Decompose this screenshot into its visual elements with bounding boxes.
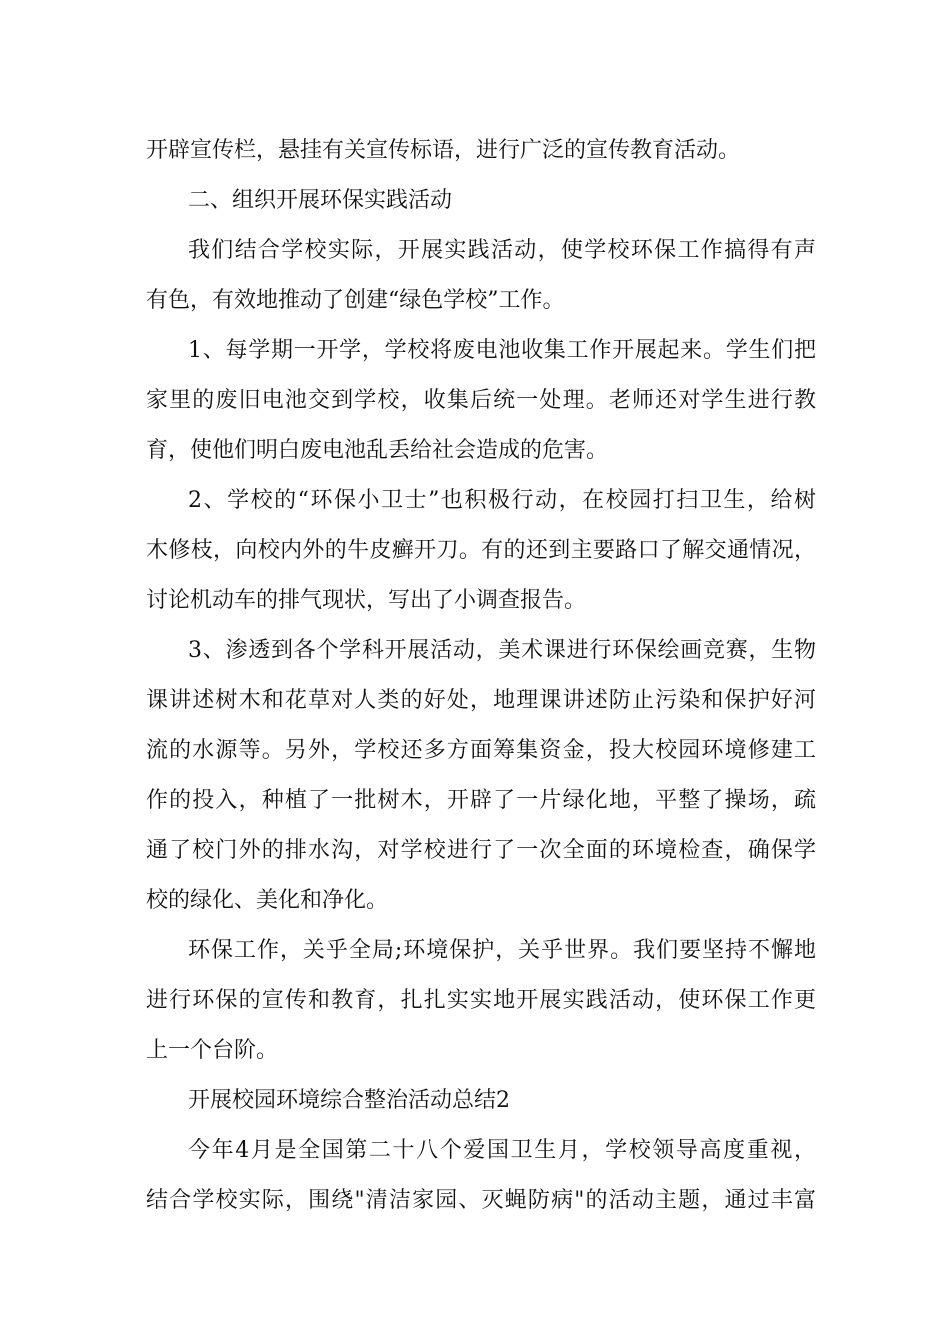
item-2-line-2: 木修枝，向校内外的牛皮癣开刀。有的还到主要路口了解交通情况， — [146, 538, 816, 563]
section-heading-2: 二、组织开展环保实践活动 — [188, 188, 453, 213]
item-3-line-3: 流的水源等。另外，学校还多方面筹集资金，投大校园环境修建工 — [146, 738, 816, 763]
item-1-line-2: 家里的废旧电池交到学校，收集后统一处理。老师还对学生进行教 — [146, 388, 816, 413]
body-line-1: 开辟宣传栏，悬挂有关宣传标语，进行广泛的宣传教育活动。 — [146, 138, 741, 163]
summary-2-line-2: 结合学校实际，围绕"清洁家园、灭蝇防病"的活动主题，通过丰富 — [146, 1188, 816, 1213]
summary-2-line-1: 今年4月是全国第二十八个爱国卫生月，学校领导高度重视， — [188, 1138, 816, 1163]
item-3-line-4: 作的投入，种植了一批树木，开辟了一片绿化地，平整了操场，疏 — [146, 788, 816, 813]
section-title-summary-2: 开展校园环境综合整治活动总结2 — [188, 1088, 510, 1113]
item-3-line-2: 课讲述树木和花草对人类的好处，地理课讲述防止污染和保护好河 — [146, 688, 816, 713]
paragraph-intro-line-2: 有色，有效地推动了创建“绿色学校”工作。 — [146, 288, 565, 313]
conclusion-line-3: 上一个台阶。 — [146, 1038, 279, 1063]
item-3-line-6: 校的绿化、美化和净化。 — [146, 888, 389, 913]
conclusion-line-2: 进行环保的宣传和教育，扎扎实实地开展实践活动，使环保工作更 — [146, 988, 816, 1013]
item-3-line-1: 3、渗透到各个学科开展活动，美术课进行环保绘画竞赛，生物 — [188, 638, 816, 663]
item-2-line-3: 讨论机动车的排气现状，写出了小调查报告。 — [146, 588, 587, 613]
conclusion-line-1: 环保工作，关乎全局;环境保护，关乎世界。我们要坚持不懈地 — [188, 938, 816, 963]
paragraph-intro-line-1: 我们结合学校实际，开展实践活动，使学校环保工作搞得有声 — [188, 238, 816, 263]
item-2-line-1: 2、学校的“环保小卫士”也积极行动，在校园打扫卫生，给树 — [188, 488, 816, 513]
item-1-line-1: 1、每学期一开学，学校将废电池收集工作开展起来。学生们把 — [188, 338, 816, 363]
item-1-line-3: 育，使他们明白废电池乱丢给社会造成的危害。 — [146, 438, 609, 463]
item-3-line-5: 通了校门外的排水沟，对学校进行了一次全面的环境检查，确保学 — [146, 838, 816, 863]
